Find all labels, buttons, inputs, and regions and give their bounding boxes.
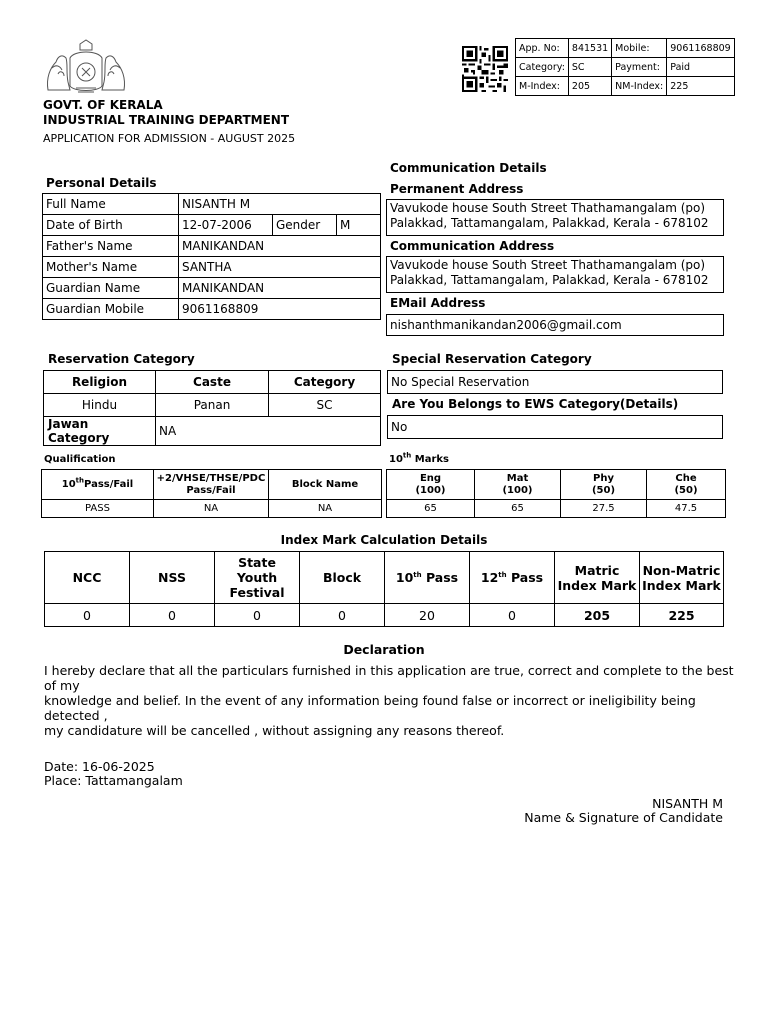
phy-marks-header [561, 470, 647, 500]
ews-category-label: Are You Belongs to EWS Category(Details) [392, 397, 679, 411]
tenth-pass-value: 20 [385, 604, 470, 627]
special-reservation-value: No Special Reservation [391, 375, 530, 389]
tenth-pass-header-text: Pass [421, 570, 459, 585]
declaration-text [44, 663, 734, 738]
signature-label: Name & Signature of Candidate [524, 810, 723, 825]
gender-label: Gender [273, 215, 337, 236]
mother-name-label: Mother's Name [43, 257, 179, 278]
nonmatric-index-value: 225 [640, 604, 724, 627]
guardian-name-label: Guardian Name [43, 278, 179, 299]
ncc-value: 0 [45, 604, 130, 627]
phy-header-name: Phy [593, 472, 614, 484]
state-youth-festival-value: 0 [215, 604, 300, 627]
category-value: SC [568, 58, 611, 77]
twelfth-pass-header [470, 552, 555, 604]
special-reservation-title: Special Reservation Category [392, 352, 592, 366]
jawan-category-label: Jawan Category [44, 417, 156, 446]
application-subtitle: APPLICATION FOR ADMISSION - AUGUST 2025 [43, 132, 296, 145]
state-header-line2: Youth [236, 570, 278, 585]
personal-details-title: Personal Details [46, 176, 157, 190]
mindex-value: 205 [568, 77, 611, 96]
tenth-pass-fail-header-sup: th [75, 476, 85, 485]
communication-address-label: Communication Address [390, 239, 555, 253]
dob-label: Date of Birth [43, 215, 179, 236]
tenth-marks-title [389, 451, 449, 465]
tenth-pass-header-num: 10 [395, 570, 414, 585]
special-reservation-box [387, 370, 723, 394]
nss-header: NSS [130, 552, 215, 604]
govt-title: GOVT. OF KERALA [43, 98, 163, 112]
index-mark-title: Index Mark Calculation Details [280, 533, 488, 547]
qualification-title: Qualification [44, 454, 116, 465]
department-title: INDUSTRIAL TRAINING DEPARTMENT [43, 113, 290, 127]
email-address-label: EMail Address [390, 296, 486, 310]
che-marks-header [647, 470, 726, 500]
eng-marks-header [387, 470, 475, 500]
full-name-label: Full Name [43, 194, 179, 215]
eng-header-max: (100) [415, 484, 446, 496]
qualification-table [41, 469, 382, 518]
reservation-category-table [43, 370, 381, 446]
che-marks-value: 47.5 [647, 500, 726, 518]
email-address-box [386, 314, 724, 336]
nmindex-label: NM-Index: [612, 77, 667, 96]
index-mark-table [44, 551, 724, 627]
religion-header: Religion [44, 371, 156, 394]
block-header: Block [300, 552, 385, 604]
app-no-label: App. No: [516, 39, 569, 58]
state-youth-festival-header [215, 552, 300, 604]
tenth-marks-title-text: Marks [411, 454, 449, 465]
twelfth-pass-value: 0 [470, 604, 555, 627]
twelfth-pass-header-sup: th [498, 570, 507, 579]
ews-category-box [387, 415, 723, 439]
kerala-emblem-icon [40, 38, 132, 96]
block-value: 0 [300, 604, 385, 627]
plus-two-pass-fail-header: +2/VHSE/THSE/PDC Pass/Fail [154, 470, 269, 500]
guardian-mobile-value: 9061168809 [179, 299, 381, 320]
mobile-label: Mobile: [612, 39, 667, 58]
father-name-value: MANIKANDAN [179, 236, 381, 257]
declaration-line3: my candidature will be cancelled , without assigning any reasons thereof. [44, 723, 505, 738]
communication-address-line2: Palakkad, Tattamangalam, Palakkad, Kerala - 678102 [390, 273, 709, 287]
declaration-date: Date: 16-06-2025 [44, 759, 155, 774]
payment-label: Payment: [612, 58, 667, 77]
ncc-header: NCC [45, 552, 130, 604]
qr-code-icon [462, 46, 508, 92]
gender-value: M [337, 215, 381, 236]
permanent-address-line1: Vavukode house South Street Thathamangalam (po) [390, 201, 706, 215]
declaration-title: Declaration [343, 642, 425, 657]
eng-header-name: Eng [419, 472, 442, 484]
nonmatric-header-line1: Non-Matric [642, 562, 721, 578]
twelfth-pass-header-num: 12 [480, 570, 499, 585]
state-header-line1: State [238, 555, 276, 570]
category-label: Category: [516, 58, 569, 77]
tenth-pass-fail-header-num: 10 [61, 479, 76, 490]
phy-header-max: (50) [591, 484, 616, 496]
app-no-value: 841531 [568, 39, 611, 58]
guardian-name-value: MANIKANDAN [179, 278, 381, 299]
permanent-address-box [386, 199, 724, 236]
category-value: SC [269, 394, 381, 417]
matric-index-header [555, 552, 640, 604]
plus-two-pass-fail-value: NA [154, 500, 269, 518]
communication-address-line1: Vavukode house South Street Thathamangalam (po) [390, 258, 706, 272]
reservation-category-title: Reservation Category [48, 352, 195, 366]
tenth-pass-fail-header [42, 470, 154, 500]
nss-value: 0 [130, 604, 215, 627]
twelfth-pass-header-text: Pass [506, 570, 544, 585]
father-name-label: Father's Name [43, 236, 179, 257]
tenth-marks-title-sup: th [402, 451, 412, 460]
mindex-label: M-Index: [516, 77, 569, 96]
email-address-value: nishanthmanikandan2006@gmail.com [390, 318, 622, 332]
personal-details-table [42, 193, 381, 320]
tenth-marks-table [386, 469, 726, 518]
mat-marks-value: 65 [475, 500, 561, 518]
mat-marks-header [475, 470, 561, 500]
mother-name-value: SANTHA [179, 257, 381, 278]
tenth-pass-header-sup: th [413, 570, 422, 579]
declaration-line1: I hereby declare that all the particulars furnished in this application are true, correct and complete to the best of my [44, 663, 734, 693]
payment-value: Paid [667, 58, 734, 77]
caste-header: Caste [156, 371, 269, 394]
tenth-pass-header [385, 552, 470, 604]
full-name-value: NISANTH M [179, 194, 381, 215]
ews-category-value: No [391, 420, 408, 434]
eng-marks-value: 65 [387, 500, 475, 518]
matric-header-line2: Index Mark [557, 577, 637, 593]
dob-value: 12-07-2006 [179, 215, 273, 236]
tenth-marks-title-num: 10 [389, 454, 403, 465]
block-name-header: Block Name [269, 470, 382, 500]
mobile-value: 9061168809 [667, 39, 734, 58]
phy-marks-value: 27.5 [561, 500, 647, 518]
block-name-value: NA [269, 500, 382, 518]
nonmatric-header-line2: Index Mark [642, 577, 721, 593]
declaration-place: Place: Tattamangalam [44, 773, 183, 788]
guardian-mobile-label: Guardian Mobile [43, 299, 179, 320]
state-header-line3: Festival [229, 585, 285, 600]
permanent-address-label: Permanent Address [390, 182, 524, 196]
matric-index-value: 205 [555, 604, 640, 627]
nmindex-value: 225 [667, 77, 734, 96]
religion-value: Hindu [44, 394, 156, 417]
jawan-category-value: NA [156, 417, 381, 446]
mat-header-max: (100) [502, 484, 533, 496]
mat-header-name: Mat [506, 472, 529, 484]
tenth-pass-fail-header-text: Pass/Fail [84, 479, 134, 490]
declaration-line2: knowledge and belief. In the event of any information being found false or incorrect or ineligibility being detected , [44, 693, 696, 723]
candidate-name: NISANTH M [652, 796, 723, 811]
communication-details-title: Communication Details [390, 161, 547, 175]
application-info-table [515, 38, 735, 96]
che-header-name: Che [675, 472, 697, 484]
nonmatric-index-header [640, 552, 724, 604]
communication-address-box [386, 256, 724, 293]
tenth-pass-fail-value: PASS [42, 500, 154, 518]
caste-value: Panan [156, 394, 269, 417]
category-header: Category [269, 371, 381, 394]
che-header-max: (50) [674, 484, 698, 496]
matric-header-line1: Matric [574, 562, 620, 578]
permanent-address-line2: Palakkad, Tattamangalam, Palakkad, Kerala - 678102 [390, 216, 709, 230]
